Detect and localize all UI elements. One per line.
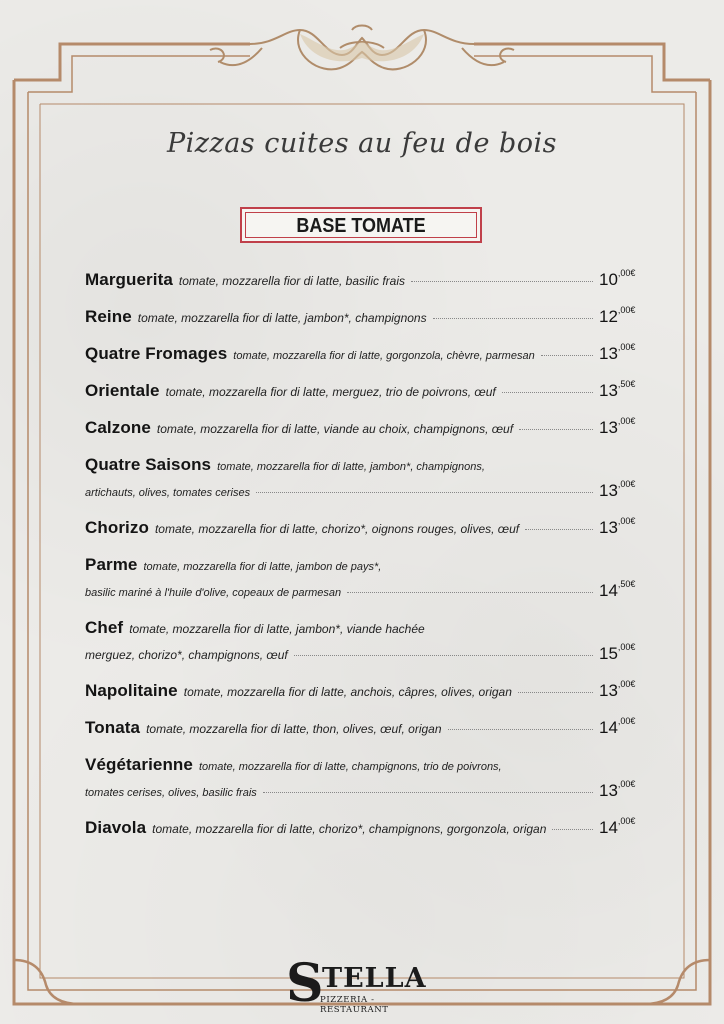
pizza-list: [85, 270, 645, 838]
item-name: Orientale: [85, 381, 160, 400]
leader-dots: [525, 529, 593, 530]
leader-dots: [347, 592, 593, 593]
restaurant-logo: [286, 955, 438, 1013]
item-price: $13^{,00€}$: [599, 342, 636, 363]
section-header: [240, 207, 482, 243]
item-name: Quatre Fromages: [85, 344, 228, 363]
item-price: $13^{,00€}$: [599, 779, 636, 800]
leader-dots: [518, 692, 593, 693]
item-name: Parme: [85, 555, 138, 574]
item-description: tomate, mozzarella fior di latte, chorizo*, champignons, gorgonzola, origan: [152, 822, 547, 836]
item-price: $12^{,00€}$: [599, 305, 636, 326]
menu-item: [85, 381, 645, 401]
leader-dots: [552, 829, 593, 830]
item-name: Tonata: [85, 718, 141, 737]
logo-wordmark: TELLA: [322, 963, 427, 994]
leader-dots: [433, 318, 593, 319]
menu-item: [85, 618, 645, 664]
leader-dots: [294, 655, 593, 656]
leader-dots: [502, 392, 593, 393]
menu-item: [85, 455, 645, 501]
item-name: Quatre Saisons: [85, 455, 212, 474]
item-price: $14^{,50€}$: [599, 579, 636, 600]
menu-item: [85, 718, 645, 738]
menu-item: [85, 818, 645, 838]
item-price: $13^{,00€}$: [599, 416, 636, 437]
item-price: $13^{,00€}$: [599, 516, 636, 537]
item-name: Chef: [85, 618, 124, 637]
logo-tagline: PIZZERIA - RESTAURANT: [320, 995, 389, 1015]
item-description: tomate, mozzarella fior di latte, champignons, trio de poivrons,: [198, 761, 502, 773]
leader-dots: [541, 355, 593, 356]
menu-item: [85, 344, 645, 364]
menu-item: [85, 555, 645, 601]
item-description-continued: basilic mariné à l'huile d'olive, copeaux de parmesan: [85, 587, 342, 599]
leader-dots: [411, 281, 593, 282]
item-name: Reine: [85, 307, 132, 326]
item-price: $13^{,00€}$: [599, 479, 636, 500]
item-description: tomate, mozzarella fior di latte, merguez, trio de poivrons, œuf: [165, 385, 496, 399]
menu-item: [85, 755, 645, 801]
item-name: Napolitaine: [85, 681, 178, 700]
item-name: Végétarienne: [85, 755, 193, 774]
item-description-continued: merguez, chorizo*, champignons, œuf: [85, 648, 288, 662]
menu-item: [85, 418, 645, 438]
item-name: Calzone: [85, 418, 151, 437]
item-description: tomate, mozzarella fior di latte, anchois, câpres, olives, origan: [183, 685, 512, 699]
item-description-continued: artichauts, olives, tomates cerises: [85, 487, 251, 499]
menu-subtitle: Pizzas cuites au feu de bois: [166, 128, 558, 159]
menu-item: [85, 518, 645, 538]
item-description: tomate, mozzarella fior di latte, thon, olives, œuf, origan: [146, 722, 442, 736]
item-description-continued: tomates cerises, olives, basilic frais: [85, 787, 257, 799]
item-price: $15^{,00€}$: [599, 642, 636, 663]
item-description: tomate, mozzarella fior di latte, gorgonzola, chèvre, parmesan: [233, 350, 535, 362]
leader-dots: [263, 792, 593, 793]
menu-item: [85, 270, 645, 290]
logo-initial: S: [286, 953, 324, 1014]
leader-dots: [256, 492, 593, 493]
menu-item: [85, 681, 645, 701]
leader-dots: [448, 729, 593, 730]
item-name: Chorizo: [85, 518, 149, 537]
item-price: $13^{,50€}$: [599, 379, 636, 400]
item-description: tomate, mozzarella fior di latte, jambon de pays*,: [143, 561, 382, 573]
item-price: $14^{,00€}$: [599, 716, 636, 737]
menu-item: [85, 307, 645, 327]
item-description: tomate, mozzarella fior di latte, jambon*, champignons: [137, 311, 427, 325]
item-name: Marguerita: [85, 270, 173, 289]
item-description: tomate, mozzarella fior di latte, jambon*, champignons,: [217, 461, 485, 473]
item-name: Diavola: [85, 818, 147, 837]
item-price: $13^{,00€}$: [599, 679, 636, 700]
item-price: $14^{,00€}$: [599, 816, 636, 837]
item-description: tomate, mozzarella fior di latte, jambon*, viande hachée: [129, 622, 425, 636]
item-description: tomate, mozzarella fior di latte, viande au choix, champignons, œuf: [156, 422, 514, 436]
leader-dots: [519, 429, 593, 430]
item-price: $10^{,00€}$: [599, 268, 636, 289]
section-title: BASE TOMATE: [296, 215, 426, 237]
item-description: tomate, mozzarella fior di latte, basilic frais: [178, 274, 406, 288]
item-description: tomate, mozzarella fior di latte, chorizo*, oignons rouges, olives, œuf: [154, 522, 520, 536]
